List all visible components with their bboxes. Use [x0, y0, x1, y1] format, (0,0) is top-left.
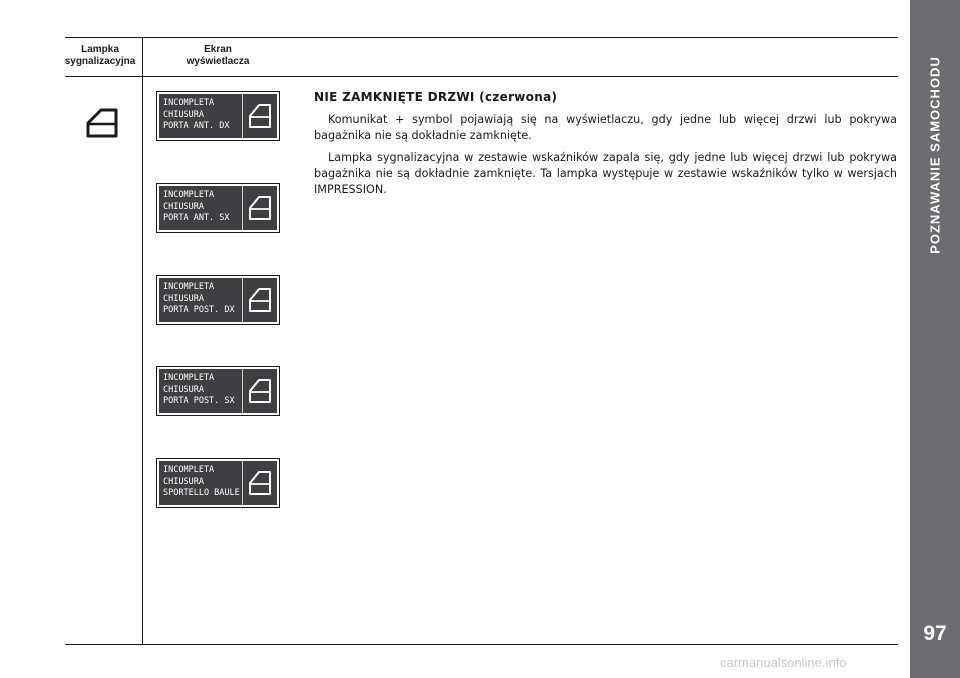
bottom-rule: [65, 644, 898, 645]
door-open-icon: [247, 102, 273, 130]
paragraph: Lampka sygnalizacyjna w zestawie wskaźników zapala się, gdy jedne lub więcej drzwi lub pokrywa bagażnika nie są dokładnie zamknięte. Ta lampka występuje w zestawie wskaźników tylko w wersjach IMPRESSION.: [314, 151, 897, 196]
door-open-icon: [85, 106, 119, 140]
section-content: [314, 90, 897, 204]
column-divider: [142, 37, 143, 644]
side-tab-label: POZNAWANIE SAMOCHODU: [927, 56, 943, 254]
lcd-display-rear-right: INCOMPLETA CHIUSURA PORTA POST. DX: [156, 275, 280, 325]
header-rule: [65, 76, 898, 77]
door-open-icon: [247, 377, 273, 405]
lcd-display-rear-left: INCOMPLETA CHIUSURA PORTA POST. SX: [156, 366, 280, 416]
lcd-display-front-left: INCOMPLETA CHIUSURA PORTA ANT. SX: [156, 183, 280, 233]
lcd-display-front-right: INCOMPLETA CHIUSURA PORTA ANT. DX: [156, 91, 280, 141]
top-rule: [65, 37, 898, 38]
page-number: 97: [923, 622, 947, 645]
door-open-icon: [247, 469, 273, 497]
watermark: carmanualsonline.info: [720, 655, 847, 670]
column-header-display: Ekran wyświetlacza: [186, 44, 250, 67]
column-header-indicator: Lampka sygnalizacyjna: [64, 44, 136, 67]
paragraph: Komunikat + symbol pojawiają się na wyświetlaczu, gdy jedne lub więcej drzwi lub pokrywa bagażnika nie są dokładnie zamknięte.: [314, 113, 897, 142]
door-open-icon: [247, 194, 273, 222]
door-open-icon: [247, 286, 273, 314]
section-title: NIE ZAMKNIĘTE DRZWI (czerwona): [314, 90, 558, 104]
lcd-display-trunk: INCOMPLETA CHIUSURA SPORTELLO BAULE: [156, 458, 280, 508]
